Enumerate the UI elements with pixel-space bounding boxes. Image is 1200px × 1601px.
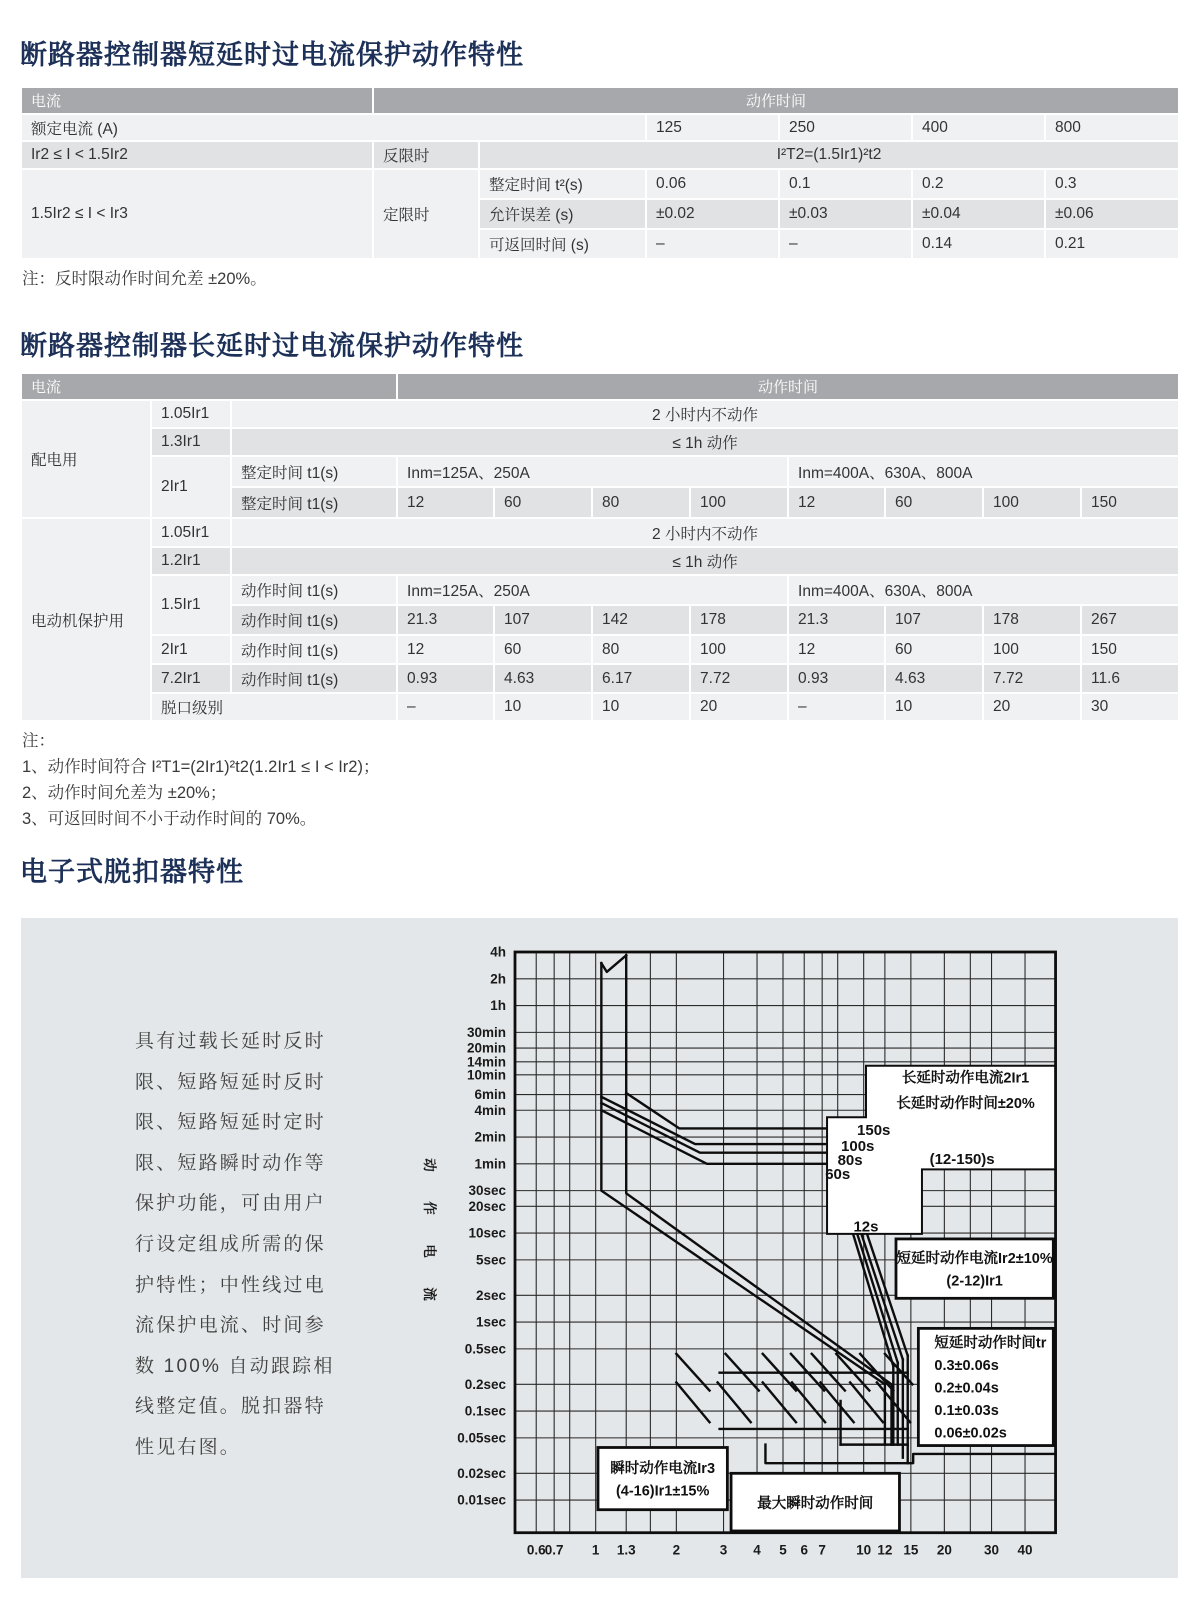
hatch-l2 <box>718 1382 751 1422</box>
table-cell: ≤ 1h 动作 <box>231 428 1179 456</box>
y-tick-label: 1h <box>490 998 506 1014</box>
table-cell: 10 <box>885 693 983 721</box>
curve-label: 60s <box>825 1166 851 1184</box>
annotation-line: 短延时动作电流Ir2±10% <box>896 1250 1053 1267</box>
table-cell: Inm=125A、250A <box>397 575 788 605</box>
table-cell: 107 <box>885 605 983 635</box>
table-cell: 150 <box>1081 487 1179 518</box>
section-title-electronic-trip: 电子式脱扣器特性 <box>20 857 244 887</box>
y-tick-label: 0.5sec <box>464 1341 506 1357</box>
table-cell: 107 <box>494 605 592 635</box>
table-cell: 30 <box>1081 693 1179 721</box>
table-cell: – <box>788 693 885 721</box>
x-tick-label: 4 <box>753 1542 761 1558</box>
y-tick-label: 0.01sec <box>457 1492 506 1508</box>
paragraph-line: 具有过载长延时反时 <box>135 1031 326 1052</box>
table-cell: 0.1 <box>779 169 912 199</box>
table-cell: 电动机保护用 <box>21 518 151 721</box>
paragraph-line: 限、短路短延时反时 <box>135 1071 326 1093</box>
table-cell: 7.2Ir1 <box>151 664 231 693</box>
y-tick-label: 30sec <box>468 1183 506 1199</box>
note-line: 3、可返回时间不小于动作时间的 70%。 <box>22 810 317 828</box>
paragraph-line: 限、短路瞬时动作等 <box>135 1152 326 1174</box>
table-cell: 0.06 <box>646 169 779 199</box>
curve-label: 长延时动作电流2Ir1 <box>901 1070 1030 1087</box>
table-cell: 可返回时间 (s) <box>479 229 646 259</box>
x-tick-label: 2 <box>672 1542 681 1558</box>
table-cell: 60 <box>885 635 983 664</box>
table-cell: 定限时 <box>373 169 479 259</box>
table-cell: 1.05Ir1 <box>151 518 231 547</box>
hatch-l1 <box>676 1382 709 1422</box>
annotation-line: 0.1±0.03s <box>934 1403 999 1420</box>
y-tick-label: 14min <box>466 1054 506 1070</box>
paragraph-line: 限、短路短延时定时 <box>135 1112 326 1134</box>
table-cell: 7.72 <box>983 664 1081 693</box>
table-cell: 12 <box>788 635 885 664</box>
table-cell: 800 <box>1045 114 1179 141</box>
paragraph-line: 行设定组成所需的保 <box>135 1233 326 1255</box>
y-tick-label: 4min <box>474 1102 506 1118</box>
table-cell: 178 <box>983 605 1081 635</box>
table-cell: ±0.06 <box>1045 199 1179 229</box>
table-cell: 1.5Ir1 <box>151 575 231 635</box>
note-line: 1、动作时间符合 I²T1=(2Ir1)²t2(1.2Ir1 ≤ I < Ir2)； <box>22 758 380 776</box>
table-cell: 0.14 <box>912 229 1045 259</box>
table-cell: 整定时间 t1(s) <box>231 487 397 518</box>
table-cell: Inm=125A、250A <box>397 456 788 487</box>
table-cell: 整定时间 t1(s) <box>231 456 397 487</box>
table-cell: 10 <box>494 693 592 721</box>
y-tick-label: 4h <box>490 944 506 960</box>
y-tick-label: 1min <box>474 1156 506 1172</box>
x-tick-label: 0.6 <box>526 1542 546 1558</box>
y-tick-label: 6min <box>474 1087 506 1103</box>
table-cell: 1.05Ir1 <box>151 400 231 428</box>
long-delay-notes <box>22 728 379 832</box>
table-cell: – <box>397 693 494 721</box>
y-tick-label: 20sec <box>468 1198 506 1214</box>
note-line: 2、动作时间允差为 ±20%； <box>22 784 227 802</box>
table-cell: 20 <box>690 693 788 721</box>
long-delay-table <box>20 372 1180 722</box>
hatch-u1 <box>676 1354 709 1391</box>
x-tick-label: 1.3 <box>616 1542 636 1558</box>
table-cell: 100 <box>690 487 788 518</box>
curve-label: 长延时动作时间±20% <box>896 1095 1035 1112</box>
y-tick-label: 30min <box>466 1024 506 1040</box>
table-cell: 100 <box>983 635 1081 664</box>
table-cell: 7.72 <box>690 664 788 693</box>
curve-label: 100s <box>841 1138 875 1156</box>
top-notch <box>601 955 626 972</box>
annotation-line: (4-16)Ir1±15% <box>615 1483 710 1500</box>
table-cell: – <box>646 229 779 259</box>
x-tick-label: 7 <box>818 1542 826 1558</box>
table-header-cell: 动作时间 <box>373 87 1179 114</box>
table-cell: 400 <box>912 114 1045 141</box>
paragraph-line: 线整定值。脱扣器特 <box>135 1396 326 1418</box>
y-tick-label: 1sec <box>475 1314 506 1330</box>
x-tick-label: 30 <box>984 1542 1000 1558</box>
table-cell: 动作时间 t1(s) <box>231 635 397 664</box>
hatch-l4 <box>792 1382 825 1422</box>
table-cell: 动作时间 t1(s) <box>231 605 397 635</box>
table-cell: 动作时间 t1(s) <box>231 575 397 605</box>
paragraph-line: 护特性；中性线过电 <box>135 1274 326 1296</box>
table-cell: 80 <box>592 635 690 664</box>
paragraph-line: 性见右图。 <box>135 1436 242 1458</box>
paragraph-line: 流保护电流、时间参 <box>135 1315 326 1337</box>
table-cell: 2 小时内不动作 <box>231 518 1179 547</box>
y-tick-label: 5sec <box>475 1252 506 1268</box>
table-cell: Ir2 ≤ I < 1.5Ir2 <box>21 141 373 169</box>
table-cell: 12 <box>397 487 494 518</box>
annotation-line: 0.06±0.02s <box>934 1425 1007 1442</box>
table-cell: ±0.04 <box>912 199 1045 229</box>
annotation-line: 0.2±0.04s <box>934 1380 999 1397</box>
table-cell: 2Ir1 <box>151 635 231 664</box>
y-axis-label-char: 电 <box>422 1244 437 1258</box>
curve-label: 12s <box>853 1218 879 1236</box>
x-tick-label: 12 <box>877 1542 893 1558</box>
table-cell: 125 <box>646 114 779 141</box>
table-cell: 允许误差 (s) <box>479 199 646 229</box>
table-cell: I²T2=(1.5Ir1)²t2 <box>479 141 1179 169</box>
table-cell: 80 <box>592 487 690 518</box>
table-cell: – <box>779 229 912 259</box>
table-cell: 4.63 <box>494 664 592 693</box>
table-cell: 100 <box>983 487 1081 518</box>
curve-label: (12-150)s <box>929 1151 995 1169</box>
x-tick-label: 10 <box>856 1542 872 1558</box>
table-cell: 1.3Ir1 <box>151 428 231 456</box>
table-cell: 反限时 <box>373 141 479 169</box>
paragraph-line: 数 100% 自动跟踪相 <box>135 1355 335 1377</box>
table-cell: 142 <box>592 605 690 635</box>
table-cell: 动作时间 t1(s) <box>231 664 397 693</box>
table-cell: Inm=400A、630A、800A <box>788 575 1179 605</box>
table-cell: 配电用 <box>21 400 151 518</box>
instantaneous-current-note <box>598 1447 727 1509</box>
table-cell: 额定电流 (A) <box>21 114 646 141</box>
y-tick-label: 2min <box>474 1129 506 1145</box>
table-cell: ±0.02 <box>646 199 779 229</box>
table-cell: 脱口级别 <box>151 693 397 721</box>
x-tick-label: 0.7 <box>544 1542 564 1558</box>
annotation-line: (2-12)Ir1 <box>946 1273 1003 1290</box>
table-cell: 0.93 <box>397 664 494 693</box>
paragraph-line: 保护功能，可由用户 <box>135 1193 326 1215</box>
table-cell: 60 <box>885 487 983 518</box>
table-cell: 11.6 <box>1081 664 1179 693</box>
table-header-cell: 电流 <box>21 373 397 400</box>
table-cell: 250 <box>779 114 912 141</box>
table-cell: 1.2Ir1 <box>151 547 231 575</box>
x-tick-label: 15 <box>903 1542 919 1558</box>
section-title-short-delay: 断路器控制器短延时过电流保护动作特性 <box>20 40 524 70</box>
y-tick-label: 0.02sec <box>457 1465 506 1481</box>
table-cell: 10 <box>592 693 690 721</box>
y-tick-label: 10min <box>466 1067 506 1083</box>
x-tick-label: 3 <box>719 1542 728 1558</box>
short-delay-note: 注：反时限动作时间允差 ±20%。 <box>22 270 267 288</box>
curve-label: 150s <box>857 1122 891 1139</box>
y-axis-label-char: 流 <box>422 1287 437 1301</box>
table-cell: 1.5Ir2 ≤ I < Ir3 <box>21 169 373 259</box>
x-tick-label: 6 <box>800 1542 808 1558</box>
table-cell: 60 <box>494 487 592 518</box>
curve-label: 80s <box>837 1152 863 1170</box>
annotation-line: 最大瞬时动作时间 <box>757 1495 874 1512</box>
trip-curve-panel <box>21 918 1178 1578</box>
hatch-l3 <box>763 1382 796 1422</box>
table-cell: 4.63 <box>885 664 983 693</box>
section-title-long-delay: 断路器控制器长延时过电流保护动作特性 <box>20 331 524 361</box>
y-axis-label-char: 作 <box>422 1201 437 1215</box>
y-tick-label: 0.05sec <box>457 1430 506 1446</box>
x-tick-label: 1 <box>591 1542 600 1558</box>
table-cell: 267 <box>1081 605 1179 635</box>
hatch-l5 <box>820 1382 853 1422</box>
y-tick-label: 2sec <box>475 1287 506 1303</box>
description-paragraph <box>135 1022 365 1469</box>
table-cell: 60 <box>494 635 592 664</box>
table-cell: 2Ir1 <box>151 456 231 518</box>
y-tick-label: 10sec <box>468 1225 506 1241</box>
table-cell: 0.2 <box>912 169 1045 199</box>
table-header-cell: 电流 <box>21 87 373 114</box>
table-cell: 0.93 <box>788 664 885 693</box>
table-cell: 整定时间 t²(s) <box>479 169 646 199</box>
table-cell: Inm=400A、630A、800A <box>788 456 1179 487</box>
table-cell: 21.3 <box>397 605 494 635</box>
table-cell: 2 小时内不动作 <box>231 400 1179 428</box>
table-cell: 6.17 <box>592 664 690 693</box>
y-tick-label: 0.1sec <box>464 1403 506 1419</box>
note-line: 注： <box>22 732 55 750</box>
x-tick-label: 20 <box>936 1542 952 1558</box>
y-tick-label: 2h <box>490 971 506 987</box>
x-tick-label: 5 <box>779 1542 787 1558</box>
table-cell: 0.21 <box>1045 229 1179 259</box>
table-cell: 178 <box>690 605 788 635</box>
table-cell: ≤ 1h 动作 <box>231 547 1179 575</box>
short-delay-table <box>20 86 1180 260</box>
table-cell: 20 <box>983 693 1081 721</box>
y-axis-label-char: 动 <box>422 1158 437 1172</box>
table-cell: ±0.03 <box>779 199 912 229</box>
annotation-line: 瞬时动作电流Ir3 <box>610 1460 716 1477</box>
table-cell: 21.3 <box>788 605 885 635</box>
table-cell: 12 <box>397 635 494 664</box>
annotation-line: 短延时动作时间tr <box>934 1335 1047 1352</box>
table-cell: 0.3 <box>1045 169 1179 199</box>
y-tick-label: 20min <box>466 1040 506 1056</box>
table-cell: 150 <box>1081 635 1179 664</box>
y-tick-label: 0.2sec <box>464 1376 506 1392</box>
x-tick-label: 40 <box>1017 1542 1033 1558</box>
table-cell: 12 <box>788 487 885 518</box>
table-header-cell: 动作时间 <box>397 373 1179 400</box>
annotation-line: 0.3±0.06s <box>934 1358 999 1375</box>
table-cell: 100 <box>690 635 788 664</box>
